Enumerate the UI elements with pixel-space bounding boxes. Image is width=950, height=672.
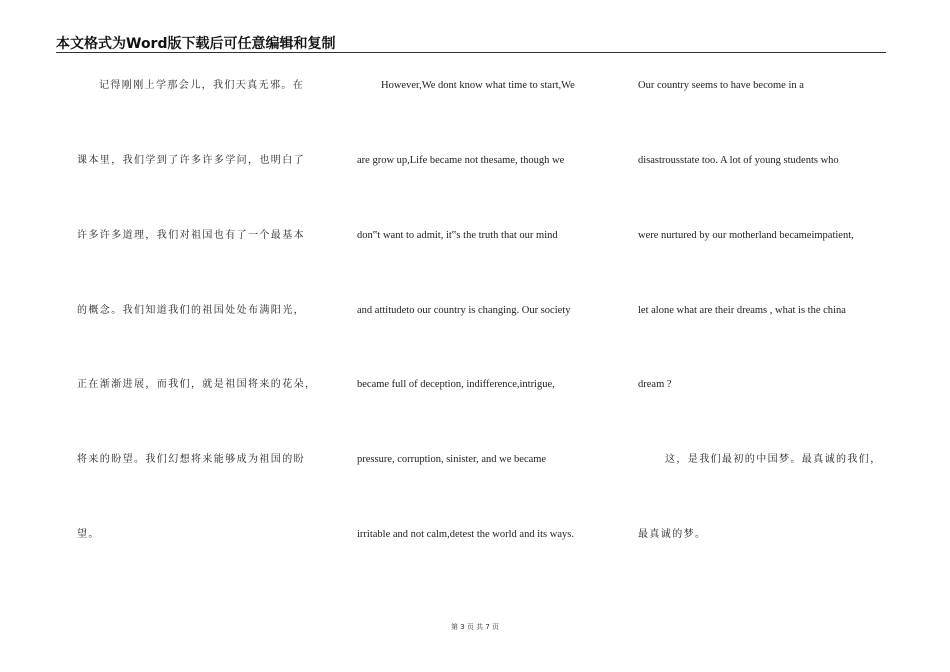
text-line: were nurtured by our motherland becameimpatient, bbox=[638, 230, 854, 241]
text-line: Our country seems to have become in a bbox=[638, 80, 804, 91]
text-line: don‟t want to admit, it‟s the truth that our mind bbox=[357, 230, 558, 241]
text-line: pressure, corruption, sinister, and we became bbox=[357, 454, 547, 465]
text-line: However,We dont know what time to start,We bbox=[381, 80, 575, 91]
text-line: 的概念。我们知道我们的祖国处处布满阳光， bbox=[77, 305, 305, 316]
text-line: 正在渐渐进展，而我们，就是祖国将来的花朵， bbox=[77, 379, 317, 390]
text-line: 将来的盼望。我们幻想将来能够成为祖国的盼 bbox=[77, 454, 305, 465]
text-line: 记得刚刚上学那会儿，我们天真无邪。在 bbox=[99, 80, 305, 91]
text-line: 许多许多道理，我们对祖国也有了一个最基本 bbox=[77, 230, 305, 241]
header-divider bbox=[56, 52, 886, 53]
text-line: let alone what are their dreams , what is the china bbox=[638, 305, 846, 316]
text-line: irritable and not calm,detest the world and its ways. bbox=[357, 529, 574, 540]
text-line: 最真诚的梦。 bbox=[638, 529, 707, 540]
text-line: dream ? bbox=[638, 379, 672, 390]
text-line: 课本里，我们学到了许多许多学问，也明白了 bbox=[77, 155, 305, 166]
text-line: disastrousstate too. A lot of young students who bbox=[638, 155, 839, 166]
text-line: are grow up,Life became not thesame, though we bbox=[357, 155, 565, 166]
text-line: and attitudeto our country is changing. Our society bbox=[357, 305, 571, 316]
page-number-footer: 第 3 页 共 7 页 bbox=[450, 623, 500, 631]
text-line: 望。 bbox=[77, 529, 100, 540]
document-header-title: 本文格式为Word版下载后可任意编辑和复制 bbox=[56, 36, 336, 52]
text-line: became full of deception, indifference,intrigue, bbox=[357, 379, 555, 390]
text-line: 这，是我们最初的中国梦。最真诚的我们， bbox=[665, 454, 882, 465]
